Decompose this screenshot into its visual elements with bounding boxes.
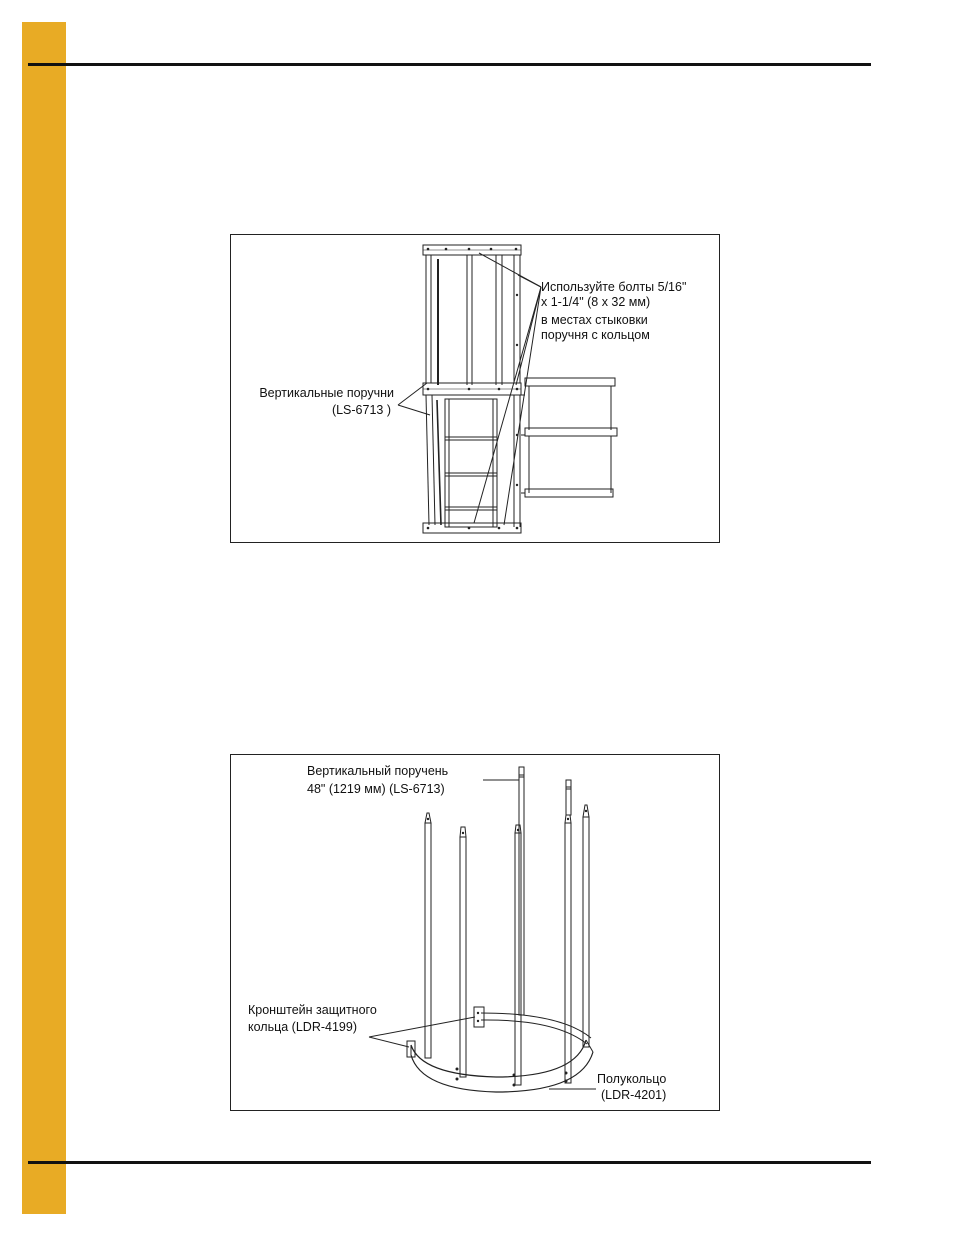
figure-cage-assembly — [230, 234, 720, 543]
rail-ring-drawing — [231, 755, 720, 1111]
callout-bolts-line-3: в местах стыковки — [541, 313, 648, 327]
callout-rails-line-1: Вертикальные поручни — [259, 386, 394, 400]
callout-bolts-line-4: поручня с кольцом — [541, 328, 650, 342]
side-accent-bar — [22, 22, 66, 1214]
callout-bracket-line-1: Кронштейн защитного — [248, 1003, 377, 1017]
callout-vertical-rail-line-2: 48" (1219 мм) (LS-6713) — [307, 782, 445, 796]
callout-bolts-line-1: Используйте болты 5/16" — [541, 280, 687, 294]
callout-bolts-line-2: x 1-1/4" (8 x 32 мм) — [541, 295, 651, 309]
callout-half-ring-line-1: Полукольцо — [597, 1072, 667, 1086]
header-rule — [28, 63, 871, 66]
callout-half-ring-line-2: (LDR-4201) — [601, 1088, 667, 1102]
figure-rail-ring-assembly — [230, 754, 720, 1111]
callout-bracket-line-2: кольца (LDR-4199) — [248, 1020, 357, 1034]
callout-rails-line-2: (LS-6713 ) — [331, 403, 391, 417]
callout-vertical-rail-line-1: Вертикальный поручень — [307, 764, 449, 778]
footer-rule — [28, 1161, 871, 1164]
